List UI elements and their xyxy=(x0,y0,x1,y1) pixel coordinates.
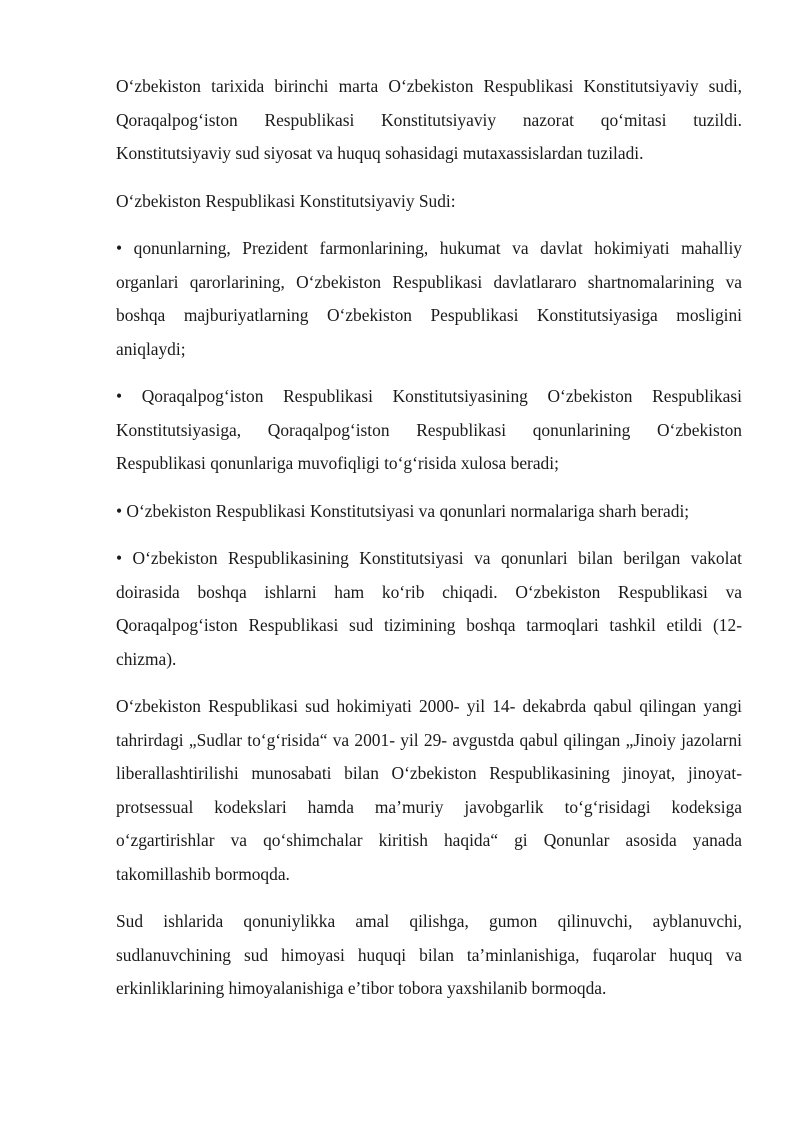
bullet-item-karakalpakstan-conformity: • Qoraqalpog‘iston Respublikasi Konstitutsiyasining O‘zbekiston Respublikasi Konstitutsiyasiga, Qoraqalpog‘iston Respublikasi qonunlarining O‘zbekiston Respublikasi qonunlariga muvofiqligi to‘g‘risida xulosa beradi; xyxy=(116,386,742,473)
paragraph-court-heading: O‘zbekiston Respublikasi Konstitutsiyaviy Sudi: xyxy=(116,190,456,211)
bullet-item-other-matters: • O‘zbekiston Respublikasining Konstitutsiyasi va qonunlari bilan berilgan vakolat doirasida boshqa ishlarni ham ko‘rib chiqadi. O‘zbekiston Respublikasi va Qoraqalpog‘iston Respublikasi sud tizimining boshqa tarmoqlari tashkil etildi (12-chizma). xyxy=(116,548,742,669)
bullet-item-constitutionality: • qonunlarning, Prezident farmonlarining, hukumat va davlat hokimiyati mahalliy organlari qarorlarining, O‘zbekiston Respublikasi davlatlararo shartnomalarining va boshqa majburiyatlarning O‘zbekiston Pespublikasi Konstitutsiyasiga mosligini aniqlaydi; xyxy=(116,238,742,359)
document-page xyxy=(116,70,742,1020)
bullet-item-interpretation: • O‘zbekiston Respublikasi Konstitutsiyasi va qonunlari normalariga sharh beradi; xyxy=(116,500,690,521)
paragraph-legality: Sud ishlarida qonuniylikka amal qilishga, gumon qilinuvchi, ayblanuvchi, sudlanuvchining sud himoyasi huquqi bilan ta’minlanishiga, fuqarolar huquq va erkinliklarining himoyalanishiga e’tibor tobora yaxshilanib bormoqda. xyxy=(116,911,742,998)
paragraph-judicial-reform: O‘zbekiston Respublikasi sud hokimiyati 2000- yil 14- dekabrda qabul qilingan yangi tahrirdagi „Sudlar to‘g‘risida“ va 2001- yil 29- avgustda qabul qilingan „Jinoiy jazolarni liberallashtirilishi munosabati bilan O‘zbekiston Respublikasining jinoyat, jinoyat-protsessual kodekslari hamda ma’muriy javobgarlik to‘g‘risidagi kodeksiga o‘zgartirishlar va qo‘shimchalar kiritish haqida“ gi Qonunlar asosida yanada takomillashib bormoqda. xyxy=(116,696,742,884)
paragraph-intro: O‘zbekiston tarixida birinchi marta O‘zbekiston Respublikasi Konstitutsiyaviy sudi, Qoraqalpog‘iston Respublikasi Konstitutsiyaviy nazorat qo‘mitasi tuzildi. Konstitutsiyaviy sud siyosat va huquq sohasidagi mutaxassislardan tuziladi. xyxy=(116,76,742,163)
